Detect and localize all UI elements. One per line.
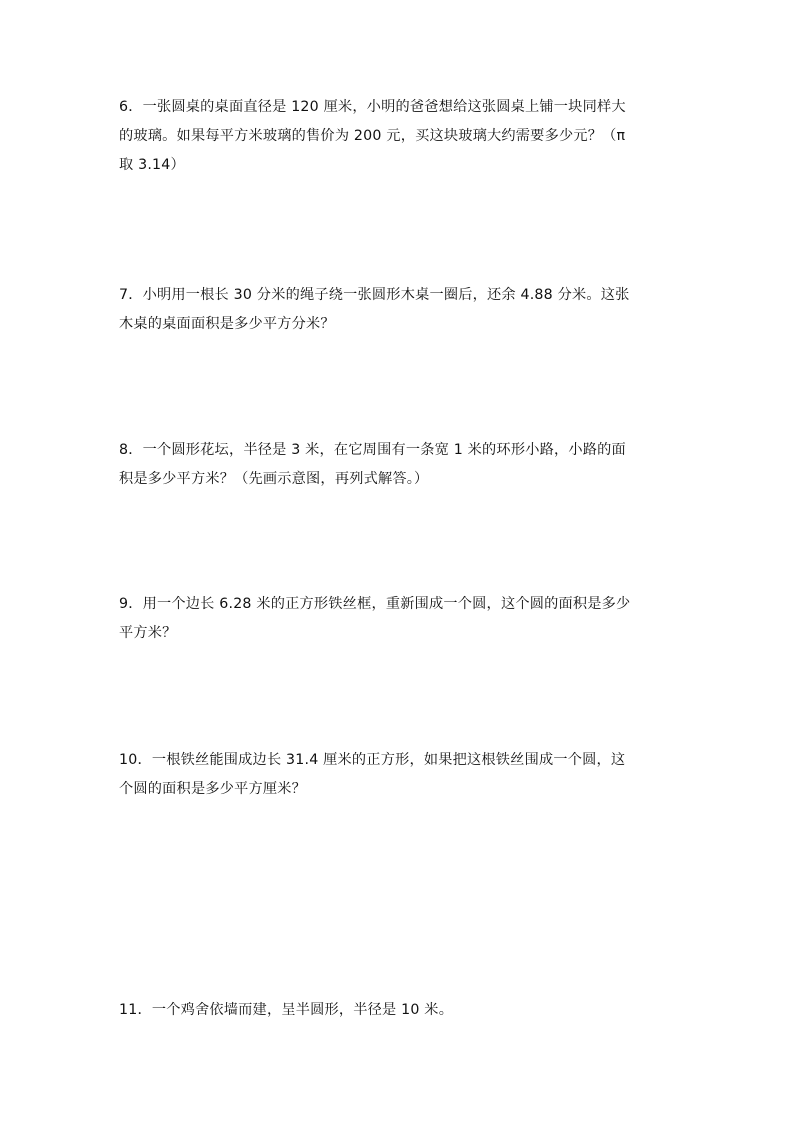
question-11 [119,996,679,1025]
question-8 [119,436,679,494]
question-10-line-2: 个圆的面积是多少平方厘米？ [119,781,307,797]
question-8-line-1: 8．一个圆形花坛，半径是 3 米，在它周围有一条宽 1 米的环形小路，小路的面 [119,442,626,458]
question-9-line-2: 平方米？ [119,625,177,641]
question-7-line-1: 7．小明用一根长 30 分米的绳子绕一张圆形木桌一圈后，还余 4.88 分米。这张 [119,287,630,303]
question-8-line-2: 积是多少平方米？（先画示意图，再列式解答。） [119,471,429,487]
question-7 [119,281,679,339]
question-9 [119,590,679,648]
question-11-line-1: 11．一个鸡舍依墙而建，呈半圆形，半径是 10 米。 [119,1002,454,1018]
question-6 [119,93,679,180]
question-10-line-1: 10．一根铁丝能围成边长 31.4 厘米的正方形，如果把这根铁丝围成一个圆，这 [119,752,626,768]
question-9-line-1: 9．用一个边长 6.28 米的正方形铁丝框，重新围成一个圆，这个圆的面积是多少 [119,596,631,612]
question-6-line-2: 的玻璃。如果每平方米玻璃的售价为 200 元，买这块玻璃大约需要多少元？（π [119,128,626,144]
question-6-line-1: 6．一张圆桌的桌面直径是 120 厘米，小明的爸爸想给这张圆桌上铺一块同样大 [119,99,626,115]
question-7-line-2: 木桌的桌面面积是多少平方分米？ [119,316,335,332]
question-6-line-3: 取 3.14） [119,157,185,173]
question-10 [119,746,679,804]
